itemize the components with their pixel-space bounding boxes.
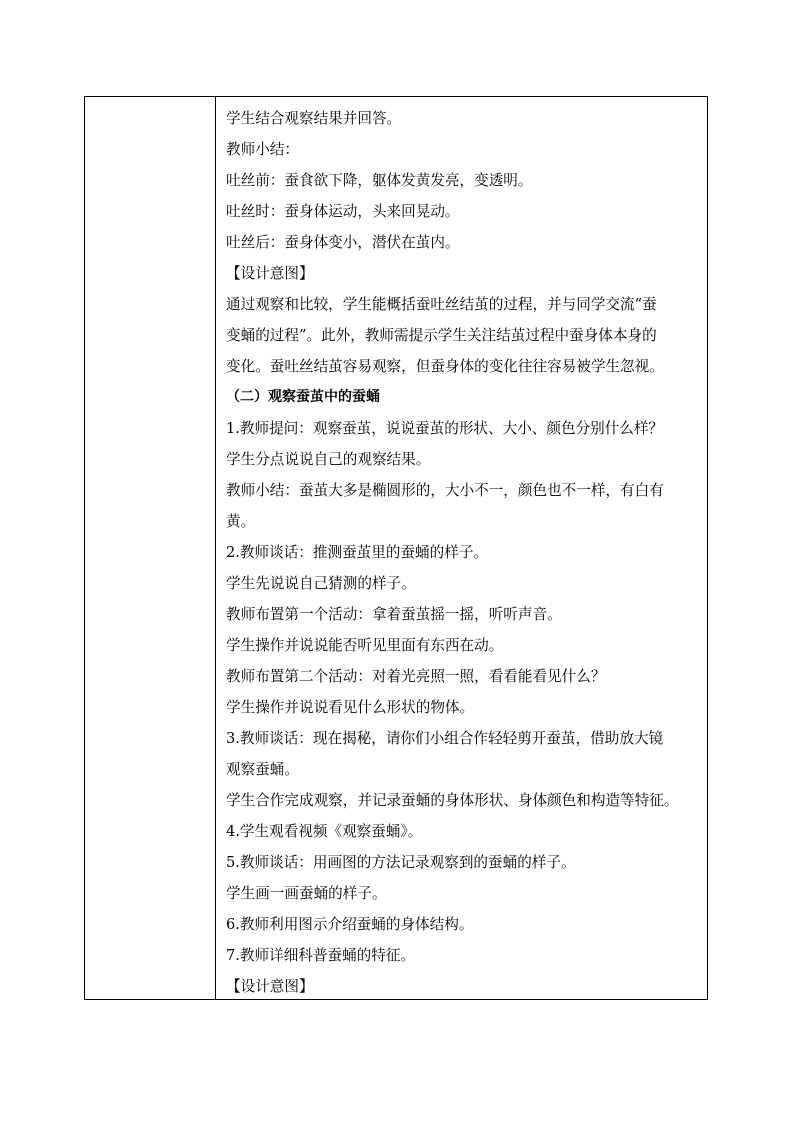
paragraph-line: 4.学生观看视频《观察蚕蛹》。 [226,823,423,840]
paragraph-line: 教师小结： [226,141,299,158]
paragraph-line: 3.教师谈话：现在揭秘，请你们小组合作轻轻剪开蚕茧，借助放大镜 [226,730,664,747]
paragraph-line: 通过观察和比较，学生能概括蚕吐丝结茧的过程，并与同学交流“蚕 [226,296,657,313]
paragraph-line: 吐丝时：蚕身体运动，头来回晃动。 [226,203,460,220]
design-intent-heading: 【设计意图】 [226,978,314,995]
design-intent-heading: 【设计意图】 [226,265,314,282]
paragraph-line: 1.教师提问：观察蚕茧，说说蚕茧的形状、大小、颜色分别什么样？ [226,420,664,437]
paragraph-line: 学生操作并说说能否听见里面有东西在动。 [226,637,504,654]
paragraph-line: 学生分点说说自己的观察结果。 [226,451,431,468]
paragraph-line: 吐丝后：蚕身体变小，潜伏在茧内。 [226,234,460,251]
paragraph-line: 6.教师利用图示介绍蚕蛹的身体结构。 [226,916,474,933]
paragraph-line: 教师小结：蚕茧大多是椭圆形的，大小不一，颜色也不一样，有白有 [226,482,664,499]
lesson-plan-table [84,96,708,1000]
paragraph-line: 学生结合观察结果并回答。 [226,110,402,127]
paragraph-line: 变化。蚕吐丝结茧容易观察，但蚕身体的变化往往容易被学生忽视。 [226,358,664,375]
paragraph-line: 学生先说说自己猜测的样子。 [226,575,416,592]
paragraph-line: 7.教师详细科普蚕蛹的特征。 [226,947,416,964]
table-left-cell [85,97,216,999]
paragraph-line: 黄。 [226,513,256,530]
paragraph-line: 学生画一画蚕蛹的样子。 [226,885,387,902]
paragraph-line: 教师布置第二个活动：对着光亮照一照，看看能看见什么？ [226,668,606,685]
paragraph-line: 吐丝前：蚕食欲下降，躯体发黄发亮，变透明。 [226,172,533,189]
paragraph-line: 5.教师谈话：用画图的方法记录观察到的蚕蛹的样子。 [226,854,576,871]
section-heading: （二）观察蚕茧中的蚕蛹 [226,389,380,405]
paragraph-line: 观察蚕蛹。 [226,761,299,778]
table-content-cell [216,97,707,999]
paragraph-line: 变蛹的过程”。此外，教师需提示学生关注结茧过程中蚕身体本身的 [226,327,657,344]
paragraph-line: 学生操作并说说看见什么形状的物体。 [226,699,475,716]
paragraph-line: 2.教师谈话：推测蚕茧里的蚕蛹的样子。 [226,544,489,561]
paragraph-line: 学生合作完成观察，并记录蚕蛹的身体形状、身体颜色和构造等特征。 [226,792,679,809]
paragraph-line: 教师布置第一个活动：拿着蚕茧摇一摇，听听声音。 [226,606,562,623]
